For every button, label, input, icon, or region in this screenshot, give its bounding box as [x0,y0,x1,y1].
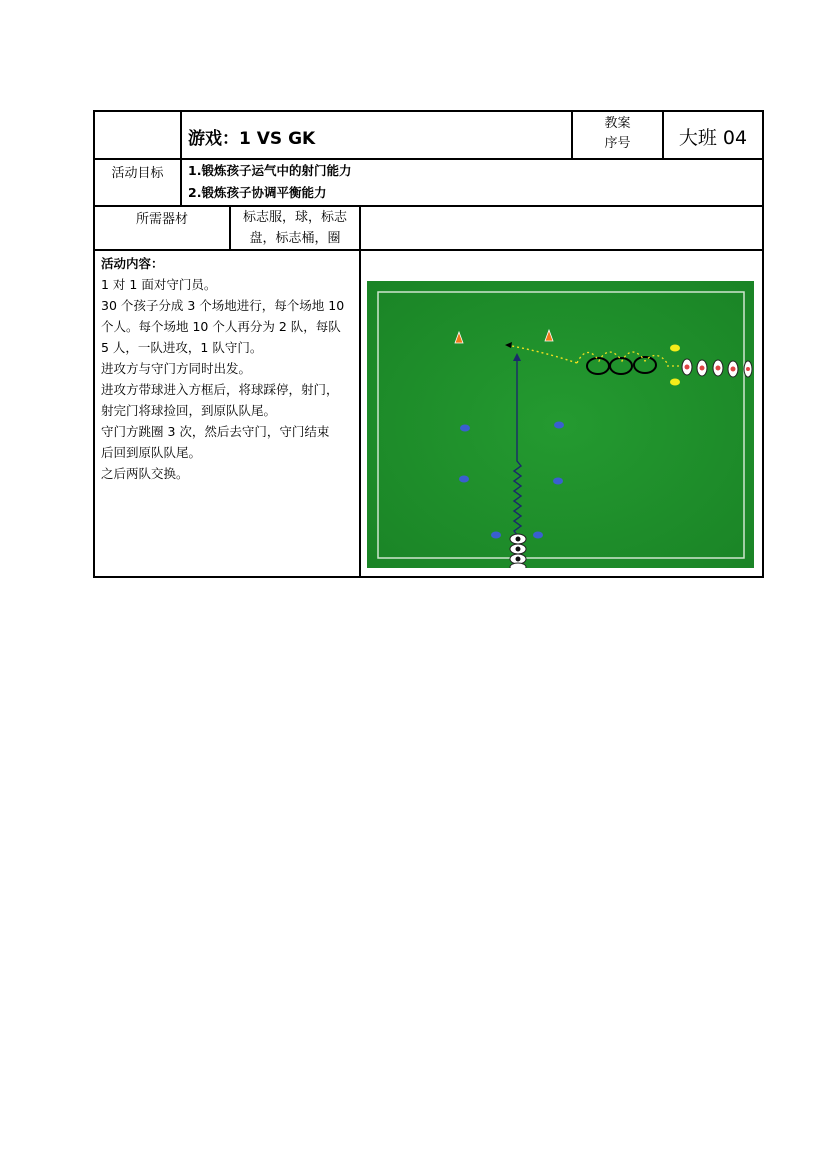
plan-label-line1: 教案 [604,116,631,131]
table-border-right [762,110,764,578]
goal-item-1: 1.锻炼孩子运气中的射门能力 [188,163,352,178]
blue-marker-icon [533,532,543,539]
plan-label [573,114,662,154]
content-line: 1 对 1 面对守门员。 [101,277,217,292]
content-line: 个人。每个场地 10 个人再分为 2 队，每队 [101,319,341,334]
player-icon [713,360,723,376]
content-heading: 活动内容： [101,256,164,271]
player-icon [728,361,738,377]
content-line: 进攻方带球进入方框后，将球踩停，射门， [101,382,339,397]
blue-marker-icon [554,422,564,429]
equipment-value-line1: 标志服，球，标志 [242,210,347,225]
plan-label-line2: 序号 [604,136,631,151]
page-title: 游戏：1 VS GK [188,129,316,149]
content-line: 之后两队交换。 [101,466,189,481]
equipment-value-line2: 盘，标志桶，圈 [249,231,341,246]
blue-marker-icon [459,476,469,483]
content-line: 进攻方与守门方同时出发。 [101,361,252,376]
plan-number: 大班 04 [678,127,748,149]
content-line: 守门方跳圈 3 次，然后去守门，守门结束 [101,424,330,439]
drill-diagram [367,281,754,568]
goal-item-2: 2.锻炼孩子协调平衡能力 [188,185,327,200]
yellow-marker-icon [670,379,680,386]
header-divider-a [180,110,182,207]
content-line: 射完门将球捡回，到原队队尾。 [101,403,277,418]
blue-marker-icon [553,478,563,485]
player-queue-bottom [510,534,526,568]
content-line: 30 个孩子分成 3 个场地进行，每个场地 10 [101,298,345,313]
equipment-label: 所需器材 [135,212,188,227]
player-icon [510,534,526,544]
player-icon [682,359,692,375]
player-icon [510,563,526,568]
goals-label: 活动目标 [111,166,164,181]
blue-marker-icon [460,425,470,432]
activity-content [101,253,357,484]
content-line: 5 人，一队进攻，1 队守门。 [101,340,263,355]
row-divider-3 [93,249,764,251]
content-line: 后回到原队队尾。 [101,445,202,460]
equip-divider-b [359,205,361,578]
row-divider-2 [93,205,764,207]
player-icon [510,544,526,554]
player-icon [744,361,752,377]
player-icon [697,360,707,376]
yellow-marker-icon [670,345,680,352]
table-border-bottom [93,576,764,578]
blue-marker-icon [491,532,501,539]
equipment-value [231,207,359,249]
